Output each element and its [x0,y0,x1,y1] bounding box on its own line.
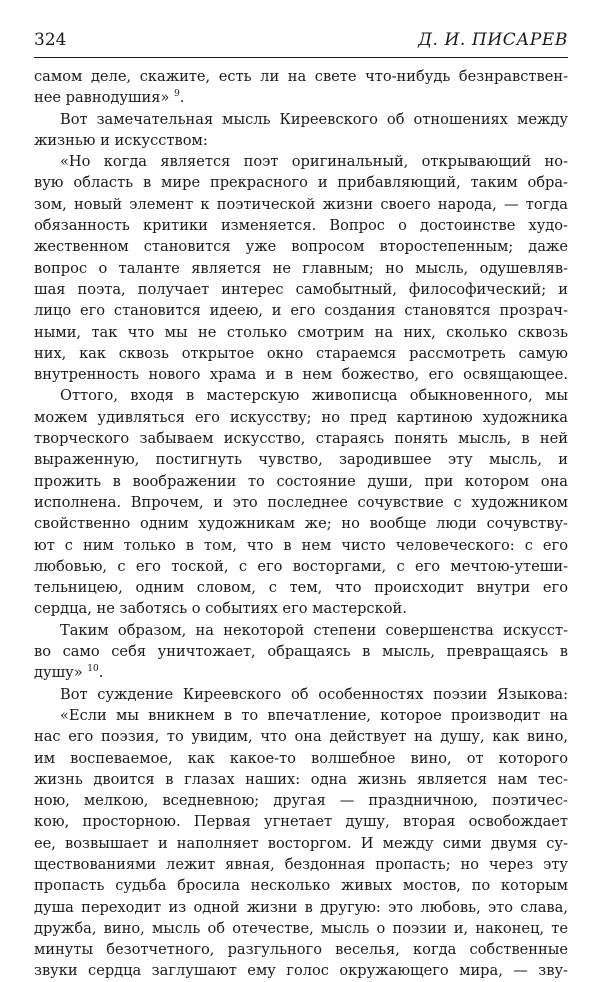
text-line-tail: . [98,664,104,682]
text-line-content: Вот суждение Киреевского об особенностях поэзии Языкова: [60,685,568,703]
text-line-content: можем удивляться его искусству; но пред картиною художника [34,408,568,426]
text-line [34,215,568,236]
text-line [34,598,568,619]
text-line [34,258,568,279]
text-line [34,364,568,385]
text-line [34,833,568,854]
text-line [34,662,568,683]
text-line-content: ее, возвышает и наполняет восторгом. И между сими двумя су- [34,834,568,852]
text-line [34,151,568,172]
running-head [34,30,568,54]
text-line [34,960,568,981]
text-line [34,854,568,875]
text-line-content: обязанность критики изменяется. Вопрос о достоинстве худо- [34,217,568,235]
text-line [34,897,568,918]
text-line-content: зом, новый элемент к поэтической жизни своего народа, — тогда [34,195,568,213]
text-line-content: душу» [34,664,88,682]
text-line-content: шая поэта, получает интерес самобытный, философический; и [34,280,568,298]
text-line-content: любовью, с его тоской, с его восторгами, с его мечтою-утеши- [34,557,568,575]
text-line [34,492,568,513]
text-line [34,620,568,641]
text-line [34,684,568,705]
header-rule [34,57,568,58]
text-line [34,939,568,960]
text-line-content: ществованиями лежит явная, бездонная пропасть; но через эту [34,855,568,873]
text-line-content: тельницею, одним словом, с тем, что происходит внутри его [34,579,568,597]
text-line-content: душа переходит из одной жизни в другую: это любовь, это слава, [34,898,568,916]
text-line-tail: . [179,89,185,107]
text-line [34,790,568,811]
footnote-marker: 10 [87,664,99,675]
text-line [34,172,568,193]
text-line-content: дружба, вино, мысль об отечестве, мысль о поэзии и, наконец, те [34,919,568,937]
text-line [34,407,568,428]
text-line-content: самом деле, скажите, есть ли на свете что-нибудь безнравствен- [34,68,568,85]
text-line-content: им воспеваемое, как какое-то волшебное вино, от которого [34,749,568,767]
text-line-content: во само себя уничтожает, обращаясь в мысль, превращаясь в [34,643,568,661]
text-line [34,726,568,747]
text-line-content: сердца, не заботясь о событиях его мастерской. [34,600,407,618]
text-line [34,109,568,130]
text-line [34,385,568,406]
text-line-content: «Но когда является поэт оригинальный, открывающий но- [60,153,568,171]
text-line [34,769,568,790]
text-line-content: минуты безотчетного, разгульного веселья, когда собственные [34,941,568,959]
text-line-content: выраженную, постигнуть чувство, зародившее эту мысль, и [34,451,568,469]
text-line [34,428,568,449]
text-line-content: жественном становится уже вопросом второстепенным; даже [34,238,568,256]
text-line [34,194,568,215]
text-line [34,66,568,87]
text-line [34,236,568,257]
page-number: 324 [34,30,67,50]
text-line [34,300,568,321]
text-line-content: исполнена. Впрочем, и это последнее сочувствие с художником [34,493,568,511]
text-line-content: творческого забываем искусство, стараясь понять мысль, в ней [34,430,568,448]
text-line-content: лицо его становится идеею, и его создания становятся прозрач- [34,302,568,320]
text-line-content: Оттого, входя в мастерскую живописца обыкновенного, мы [60,387,568,405]
text-line [34,918,568,939]
text-line [34,471,568,492]
text-line [34,343,568,364]
text-line-content: ными, так что мы не столько смотрим на них, сколько сквозь [34,323,568,341]
text-line-content: звуки сердца заглушают ему голос окружающего мира, — зву- [34,962,568,980]
text-line-content: жизнь двоится в глазах наших: одна жизнь является нам тес- [34,770,568,788]
text-line-content: них, как сквозь открытое окно стараемся рассмотреть самую [34,344,568,362]
text-line [34,641,568,662]
text-line-content: ют с ним только в том, что в нем чисто человеческого: с его [34,536,568,554]
book-page [34,30,568,982]
text-line [34,577,568,598]
text-line-content: Таким образом, на некоторой степени совершенства искусст- [60,621,568,639]
text-line-content: ною, мелкою, вседневною; другая — праздничною, поэтичес- [34,792,568,810]
text-line-content: свойственно одним художникам же; но вообще люди сочувству- [34,515,568,533]
text-line [34,705,568,726]
text-line [34,811,568,832]
running-title: Д. И. ПИСАРЕВ [418,30,568,50]
text-line-content: прожить в воображении то состояние души, при котором она [34,472,568,490]
text-line [34,130,568,151]
footnote-marker: 9 [174,89,180,100]
text-line [34,875,568,896]
text-line [34,279,568,300]
text-line-content: кою, просторною. Первая угнетает душу, вторая освобождает [34,813,568,831]
text-line-content: Вот замечательная мысль Киреевского об отношениях между [60,110,568,128]
text-line [34,322,568,343]
text-line [34,556,568,577]
body-text [34,66,568,982]
text-line [34,513,568,534]
text-line-content: пропасть судьба бросила несколько живых мостов, по которым [34,877,568,895]
text-line-content: жизнью и искусством: [34,131,208,149]
text-line-content: «Если мы вникнем в то впечатление, которое производит на [60,706,568,724]
text-line [34,748,568,769]
text-line-content: нее равнодушия» [34,89,175,107]
text-line [34,87,568,108]
text-line-content: внутренность нового храма и в нем божество, его освящающее. [34,366,568,384]
text-line [34,535,568,556]
text-line-content: вую область в мире прекрасного и прибавляющий, таким обра- [34,174,568,192]
text-line [34,449,568,470]
text-line-content: нас его поэзия, то увидим, что она действует на душу, как вино, [34,728,568,746]
text-line-content: вопрос о таланте является не главным; но мысль, одушевляв- [34,259,568,277]
